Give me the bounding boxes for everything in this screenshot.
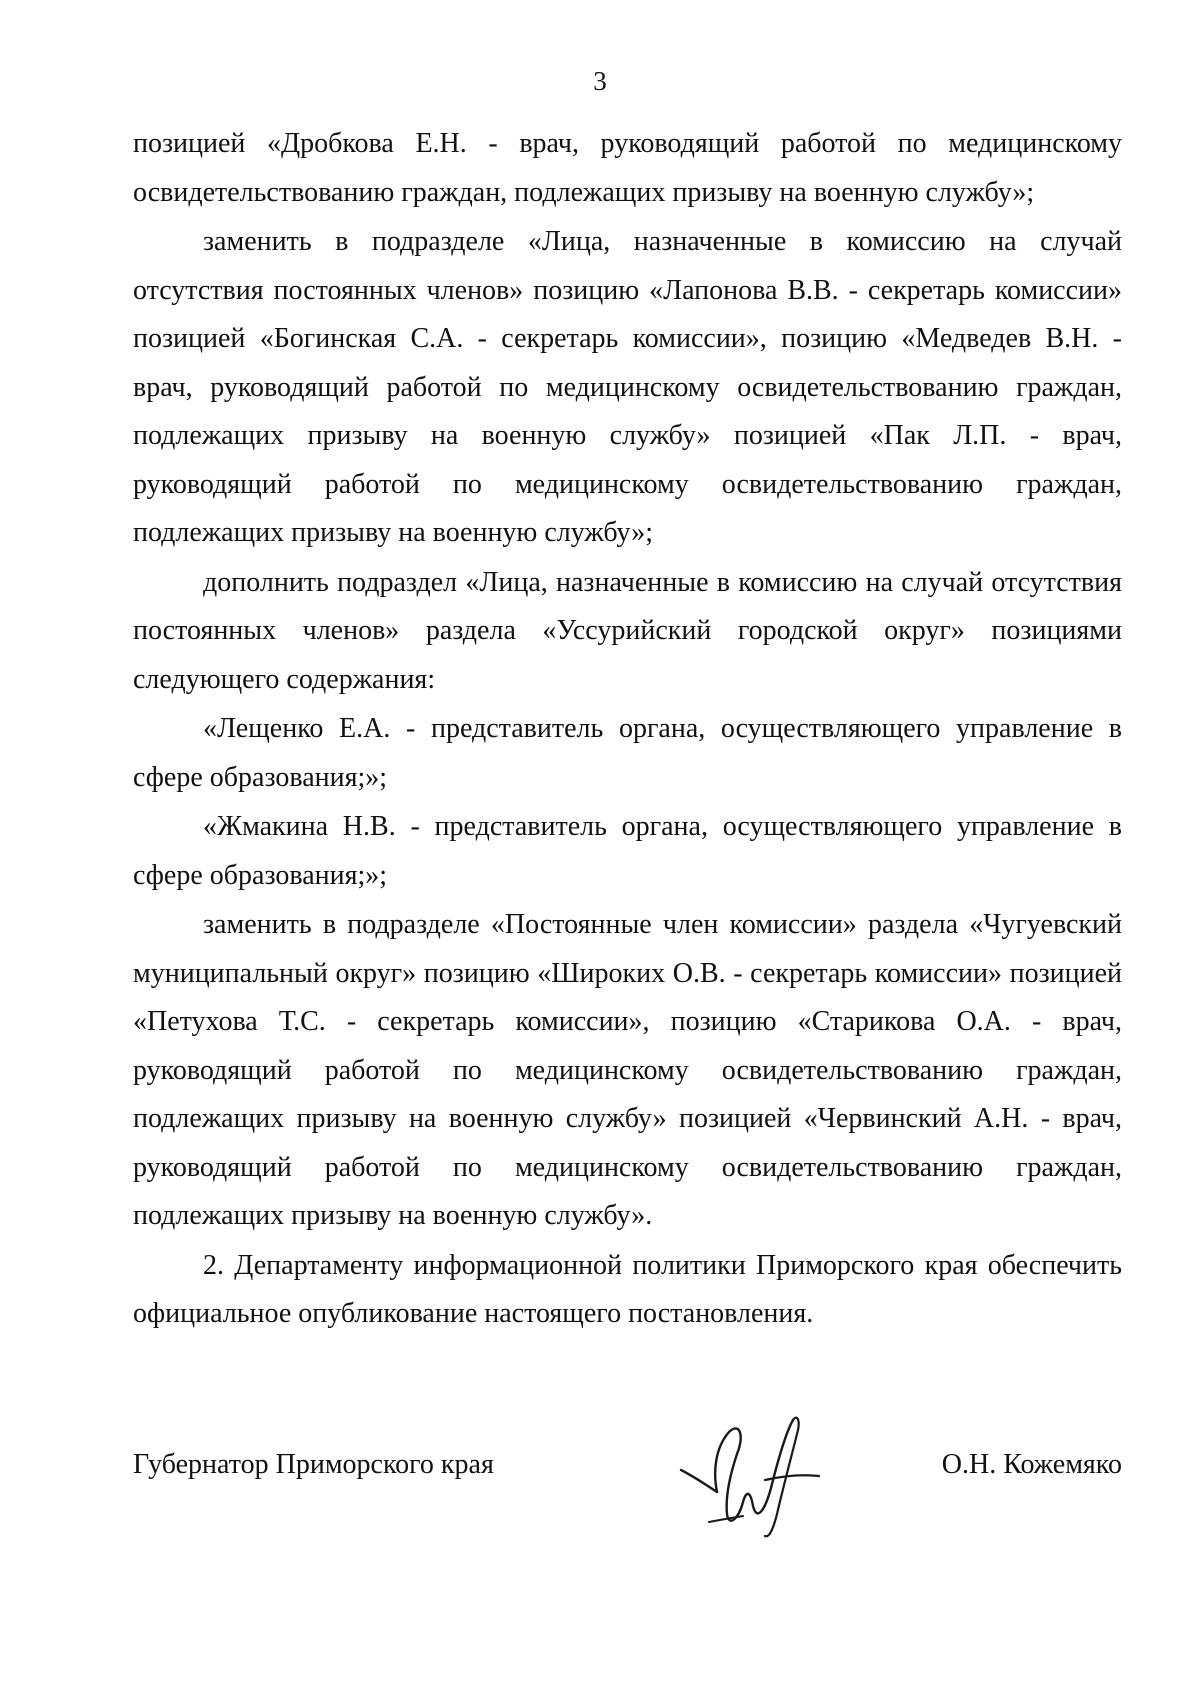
handwritten-signature-icon xyxy=(673,1410,833,1540)
paragraph-publication-order: 2. Департаменту информационной политики Приморского края обеспечить официальное опубликование настоящего постановления. xyxy=(133,1249,1122,1329)
paragraph-add-positions: дополнить подраздел «Лица, назначенные в комиссию на случай отсутствия постоянных членов» раздела «Уссурийский городской округ» позициями следующего содержания: xyxy=(133,566,1122,695)
signatory-name: О.Н. Кожемяко xyxy=(941,1449,1122,1480)
document-body xyxy=(133,120,1122,1339)
paragraph-position-zhmakina: «Жмакина Н.В. - представитель органа, осуществляющего управление в сфере образования;»; xyxy=(133,811,1122,891)
page-number: 3 xyxy=(593,66,607,96)
paragraph-position-leshchenko: «Лещенко Е.А. - представитель органа, осуществляющего управление в сфере образования;»; xyxy=(133,713,1122,793)
paragraph-replace-chuguevsky: заменить в подразделе «Постоянные член комиссии» раздела «Чугуевский муниципальный округ» позицию «Широких О.В. - секретарь комиссии» позицией «Петухова Т.С. - секретарь комиссии», позицию «Старикова О.А. - врач, руководящий работой по медицинскому освидетельствованию граждан, подлежащих призыву на военную службу» позицией «Червинский А.Н. - врач, руководящий работой по медицинскому освидетельствованию граждан, подлежащих призыву на военную службу». xyxy=(133,909,1122,1231)
paragraph-replace-persons-absence: заменить в подразделе «Лица, назначенные в комиссию на случай отсутствия постоянных членов» позицию «Лапонова В.В. - секретарь комиссии» позицией «Богинская С.А. - секретарь комиссии», позицию «Медведев В.Н. - врач, руководящий работой по медицинскому освидетельствованию граждан, подлежащих призыву на военную службу» позицией «Пак Л.П. - врач, руководящий работой по медицинскому освидетельствованию граждан, подлежащих призыву на военную службу»; xyxy=(133,226,1122,548)
signatory-position: Губернатор Приморского края xyxy=(133,1449,494,1480)
signature-block xyxy=(133,1410,1122,1570)
paragraph-continuation: позицией «Дробкова Е.Н. - врач, руководящий работой по медицинскому освидетельствованию граждан, подлежащих призыву на военную службу»; xyxy=(133,128,1122,208)
